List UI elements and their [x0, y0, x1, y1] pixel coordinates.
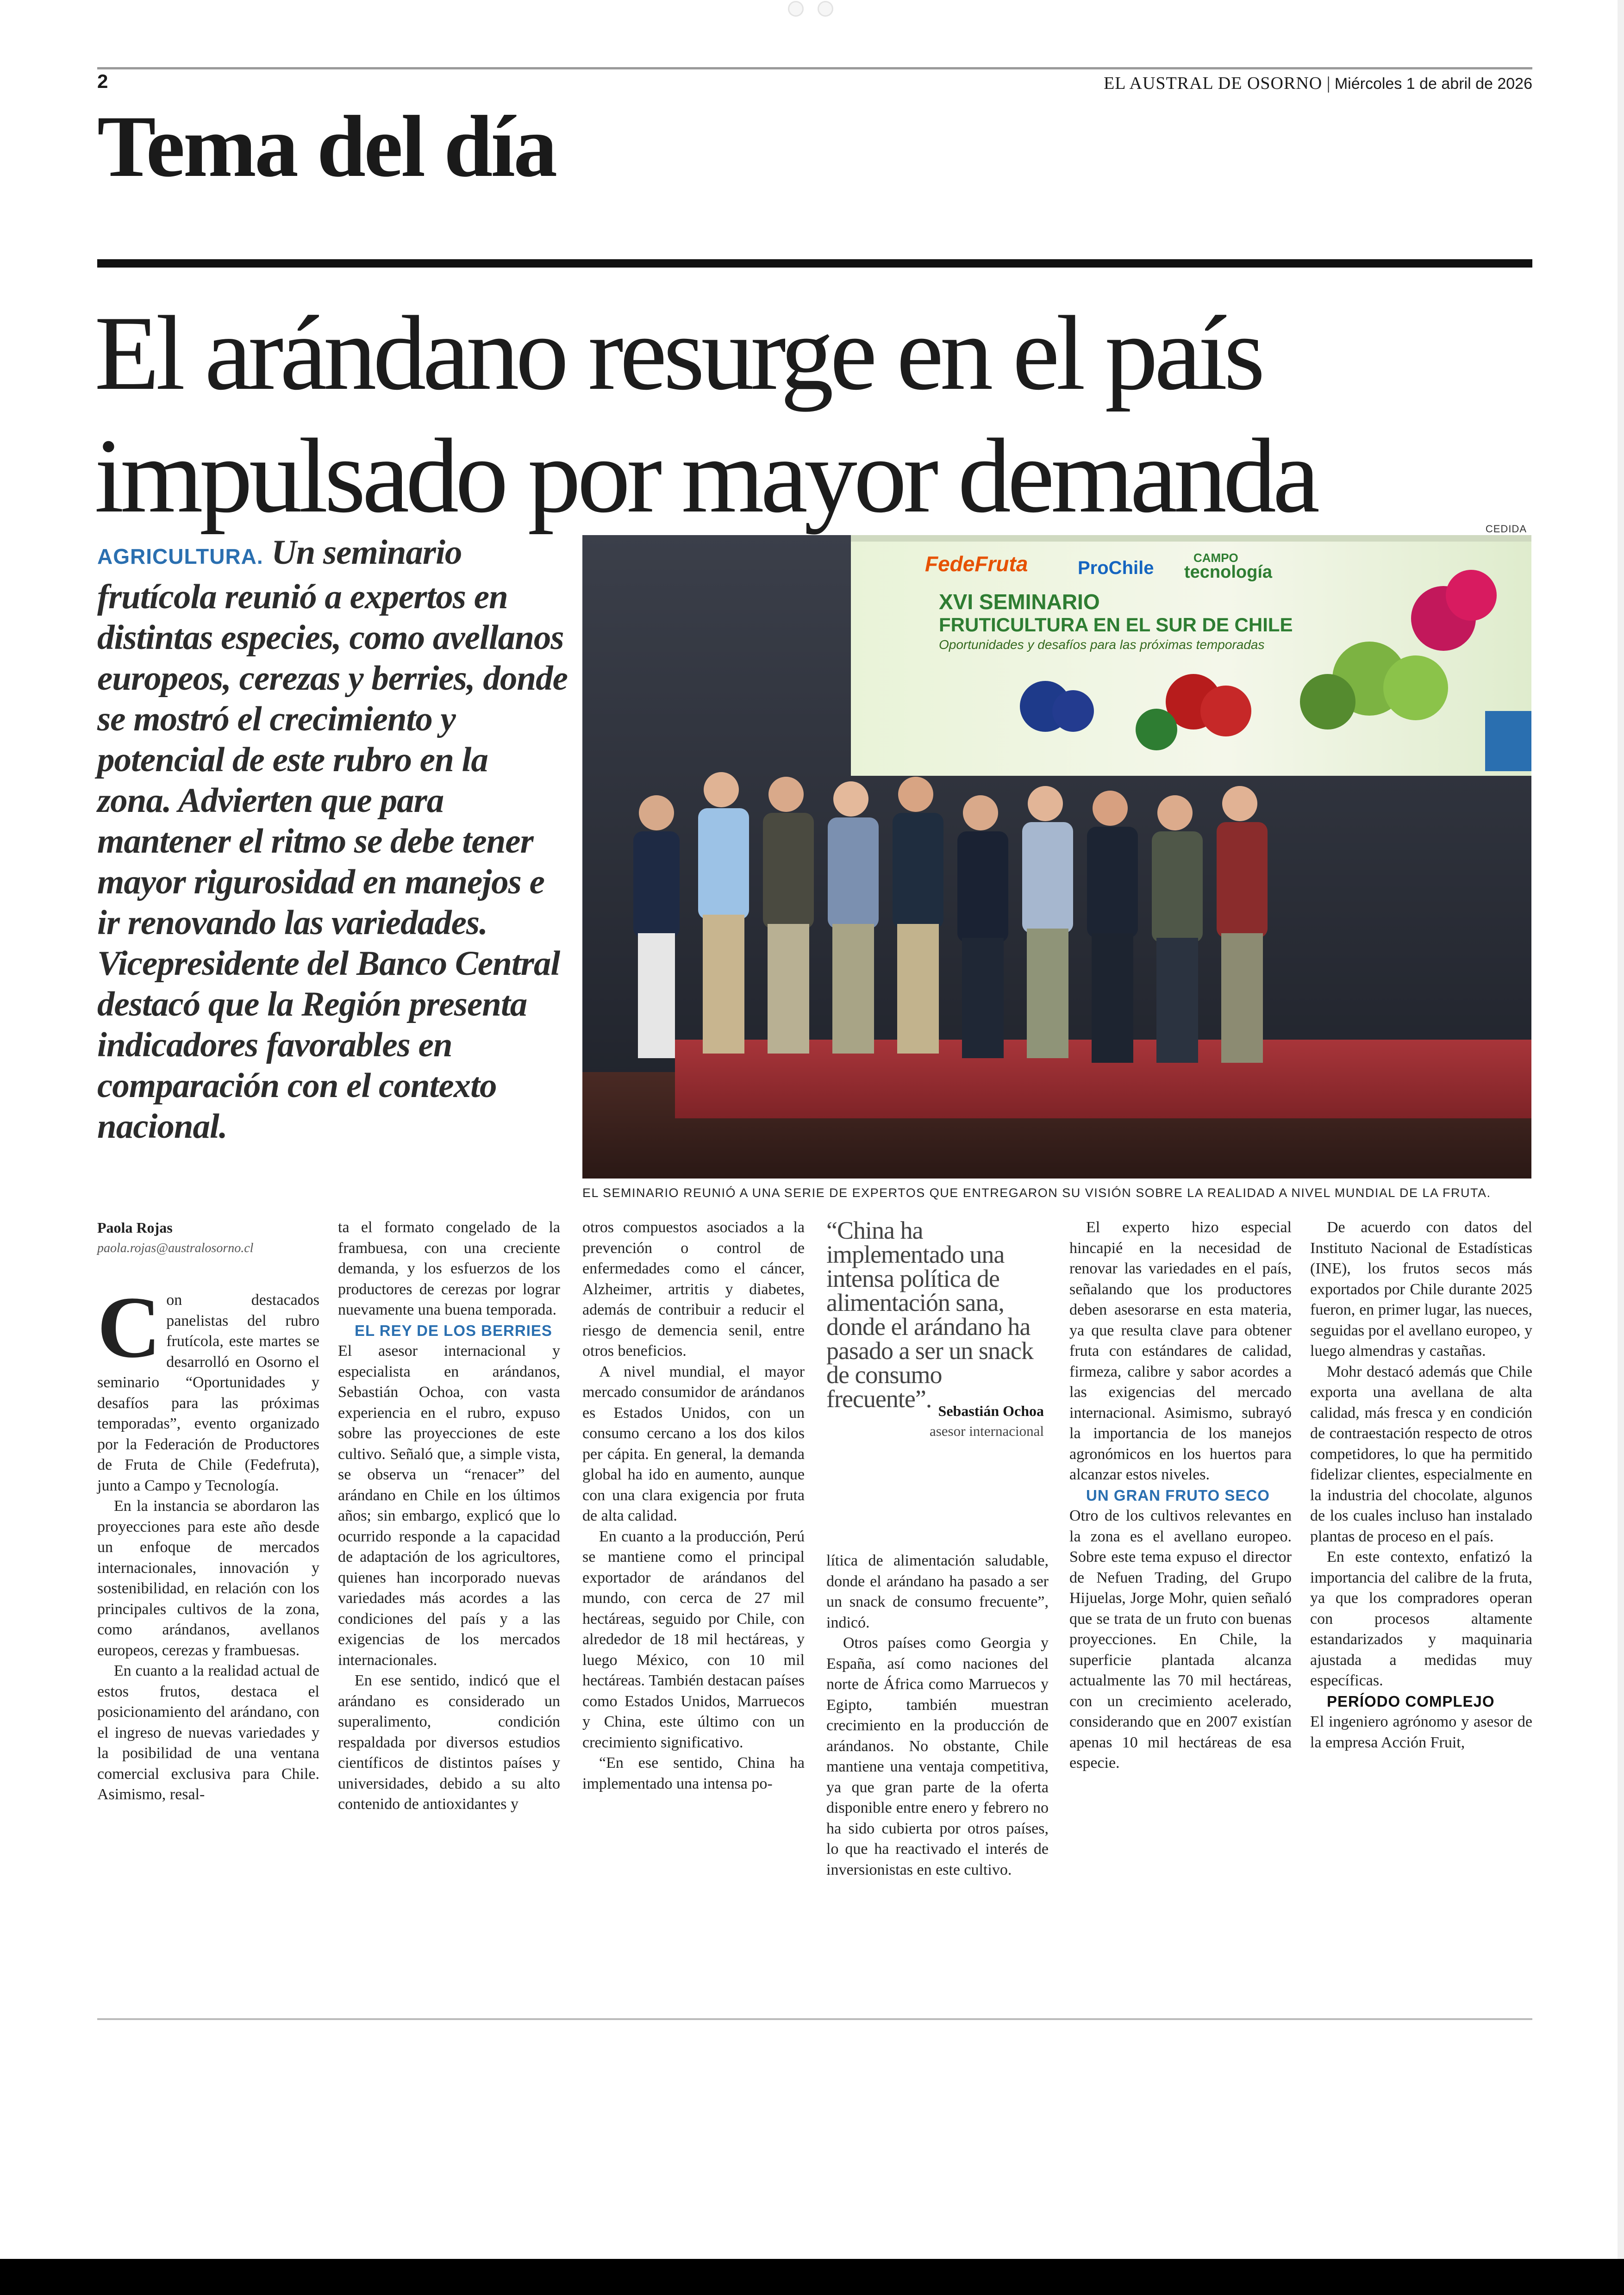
photo-credit: CEDIDA [1485, 523, 1527, 535]
screen-subtitle: Oportunidades y desafíos para las próximas temporadas [939, 637, 1265, 652]
screen-title-2: FRUTICULTURA EN EL SUR DE CHILE [939, 614, 1293, 636]
screen-logo-prochile: ProChile [1078, 558, 1154, 578]
seminar-photo-illustration [582, 535, 1531, 1179]
paragraph: El experto hizo especial hincapié en la necesidad de renovar las variedades en el país, señalando que los productores deben asesorarse en esta materia, ya que resulta clave para obtener fruta con estándares de calidad, firmeza, calibre y sabor acordes a las exigencias del mercado internacional. Asimismo, subrayó la importancia de los manejos agronómicos en los huertos para alcanzar estos niveles. [1069, 1219, 1292, 1483]
header-rule [97, 67, 1532, 69]
page-nav-dots[interactable] [782, 0, 843, 14]
seminar-photo [582, 535, 1531, 1179]
article-column-3 [582, 1217, 805, 1794]
paragraph: on destacados panelistas del rubro frutícola, este martes se desarrolló en Osorno el seminario “Oportunidades y desafíos para las próximas temporadas”, evento organizado por la Federación de Productores de Fruta de Chile (Fedefruta), junto a Campo y Tecnología. [97, 1291, 319, 1494]
screen-logo-campo: CAMPO [1193, 551, 1238, 565]
paragraph: En cuanto a la realidad actual de estos frutos, destaca el posicionamiento del arándano, con el ingreso de nuevas variedades y la posibilidad de una ventana comercial exclusiva para Chile. Asimismo, resal- [97, 1662, 319, 1803]
paragraph: En cuanto a la producción, Perú se mantiene como el principal exportador de arándanos del mundo, con cerca de 27 mil hectáreas, seguido por Chile, con alrededor de 18 mil hectáreas, y luego México, con 10 mil hectáreas. También destacan países como Estados Unidos, Marruecos y China, este último con un crecimiento significativo. [582, 1528, 805, 1751]
article-column-4 [826, 1551, 1049, 1880]
subhead-rey-berries: EL REY DE LOS BERRIES [355, 1322, 552, 1339]
prev-page-dot-icon[interactable] [788, 1, 804, 17]
subhead-periodo-complejo: PERÍODO COMPLEJO [1327, 1692, 1495, 1710]
pull-quote: “China ha implementado una intensa política de alimentación sana, donde el arándano ha pasado a ser un snack de consumo frecuente”. [826, 1216, 1033, 1413]
page-number: 2 [97, 70, 108, 92]
section-title: Tema del día [97, 98, 556, 195]
lede-text: Un seminario frutícola reunió a expertos en distintas especies, como avellanos europeos, cerezas y berries, donde se mostró el crecimiento y potencial de este rubro en la zona. Advierten que para mantener el ritmo se debe tener mayor rigurosidad en manejos e ir renovando las variedades. Vicepresidente del Banco Central destacó que la Región presenta indicadores favorables en comparación con el contexto nacional. [97, 533, 568, 1146]
next-page-dot-icon[interactable] [818, 1, 833, 17]
byline-email: paola.rojas@australosorno.cl [97, 1241, 254, 1255]
subhead-gran-fruto-seco: UN GRAN FRUTO SECO [1086, 1486, 1270, 1504]
paragraph: En la instancia se abordaron las proyecciones para este año desde un enfoque de mercados internacionales, innovación y sostenibilidad, en relación con los principales cultivos de la zona, como arándanos, avellanos europeos, cerezas y frambuesas. [97, 1497, 319, 1659]
lede [97, 532, 569, 1147]
paragraph: ta el formato congelado de la frambuesa, con una creciente demanda, y los esfuerzos de los productores de cerezas por lograr nuevamente una buena temporada. [338, 1219, 560, 1318]
viewer-scrollbar[interactable] [1618, 0, 1624, 2259]
paragraph: De acuerdo con datos del Instituto Nacional de Estadísticas (INE), los frutos secos más exportados por Chile durante 2025 fueron, en primer lugar, las nueces, seguidas por el avellano europeo, y luego almendras y castañas. [1310, 1219, 1532, 1360]
article-column-2 [338, 1217, 560, 1815]
article-column-6 [1310, 1217, 1532, 1753]
viewer-bottom-bar [0, 2259, 1624, 2295]
masthead [1104, 73, 1532, 94]
issue-date: Miércoles 1 de abril de 2026 [1334, 75, 1532, 93]
pull-quote-author: Sebastián Ochoa [938, 1403, 1044, 1419]
section-rule [97, 259, 1532, 268]
paragraph: Otros países como Georgia y España, así como naciones del norte de África como Marruecos y Egipto, también muestran crecimiento en la producción de arándanos. No obstante, Chile mantiene una ventaja competitiva, ya que gran parte de la oferta disponible entre enero y febrero no ha sido cubierta por otros países, lo que ha reactivado el interés de inversionistas en este cultivo. [826, 1634, 1049, 1878]
screen-logo-tecnologia: tecnología [1184, 562, 1273, 582]
paragraph: El ingeniero agrónomo y asesor de la empresa Acción Fruit, [1310, 1713, 1532, 1751]
pull-quote-role: asesor internacional [929, 1423, 1044, 1439]
article-column-1 [97, 1217, 319, 1805]
paragraph: El asesor internacional y especialista en arándanos, Sebastián Ochoa, con vasta experiencia en el rubro, expuso sobre las proyecciones de este cultivo. Señaló que, a simple vista, se observa un “renacer” del arándano en Chile en los últimos años; sin embargo, explicó que lo ocurrido responde a la capacidad de adaptación de los agricultores, quienes han incorporado nuevas variedades más acordes a las condiciones del país y a las exigencias de los mercados internacionales. [338, 1342, 560, 1669]
screen-logo-fedefruta: FedeFruta [925, 552, 1028, 576]
screen-title-1: XVI SEMINARIO [939, 590, 1100, 614]
paragraph: otros compuestos asociados a la prevención o control de enfermedades como el cáncer, Alzheimer, artritis y diabetes, además de contribuir a reducir el riesgo de demencia senil, entre otros beneficios. [582, 1219, 805, 1360]
paragraph: En ese sentido, indicó que el arándano es considerado un superalimento, condición respaldada por diversos estudios científicos de distintos países y universidades, debido a su alto contenido de antioxidantes y [338, 1672, 560, 1813]
article-column-5 [1069, 1217, 1292, 1774]
paper-name: EL AUSTRAL DE OSORNO [1104, 74, 1323, 93]
photo-caption: EL SEMINARIO REUNIÓ A UNA SERIE DE EXPERTOS QUE ENTREGARON SU VISIÓN SOBRE LA REALIDAD A NIVEL MUNDIAL DE LA FRUTA. [582, 1186, 1491, 1200]
paragraph: Mohr destacó además que Chile exporta una avellana de alta calidad, más fresca y en condición de contraestación respecto de otros competidores, lo que ha permitido fidelizar clientes, especialmente en la industria del chocolate, algunos de los cuales incluso han instalado plantas de proceso en el país. [1310, 1363, 1532, 1545]
paragraph: En este contexto, enfatizó la importancia del calibre de la fruta, ya que los compradores operan con procesos altamente estandarizados y maquinaria ajustada a medidas muy específicas. [1310, 1548, 1532, 1689]
masthead-separator: | [1326, 74, 1330, 93]
drop-cap: C [97, 1279, 161, 1376]
headline: El arándano resurge en el país impulsado por mayor demanda [94, 294, 1317, 535]
paragraph: A nivel mundial, el mayor mercado consumidor de arándanos es Estados Unidos, con un consumo cercano a los dos kilos per cápita. En general, la demanda global ha ido en aumento, aunque con una clara exigencia por fruta de alta calidad. [582, 1363, 805, 1524]
paragraph: “En ese sentido, China ha implementado una intensa po- [582, 1754, 805, 1792]
paragraph: Otro de los cultivos relevantes en la zona es el avellano europeo. Sobre este tema expuso el director de Nefuen Trading, del Grupo Hijuelas, Jorge Mohr, quien señaló que se trata de un fruto con buenas proyecciones. En Chile, la superficie plantada alcanza actualmente las 70 mil hectáreas, con un crecimiento acelerado, considerando que en 2007 existían apenas 10 mil hectáreas de esa especie. [1069, 1507, 1292, 1771]
bottom-rule [97, 2018, 1532, 2020]
lede-kicker: AGRICULTURA. [97, 544, 263, 568]
paragraph: lítica de alimentación saludable, donde el arándano ha pasado a ser un snack de consumo frecuente”, indicó. [826, 1552, 1049, 1631]
byline-name: Paola Rojas [97, 1219, 173, 1236]
